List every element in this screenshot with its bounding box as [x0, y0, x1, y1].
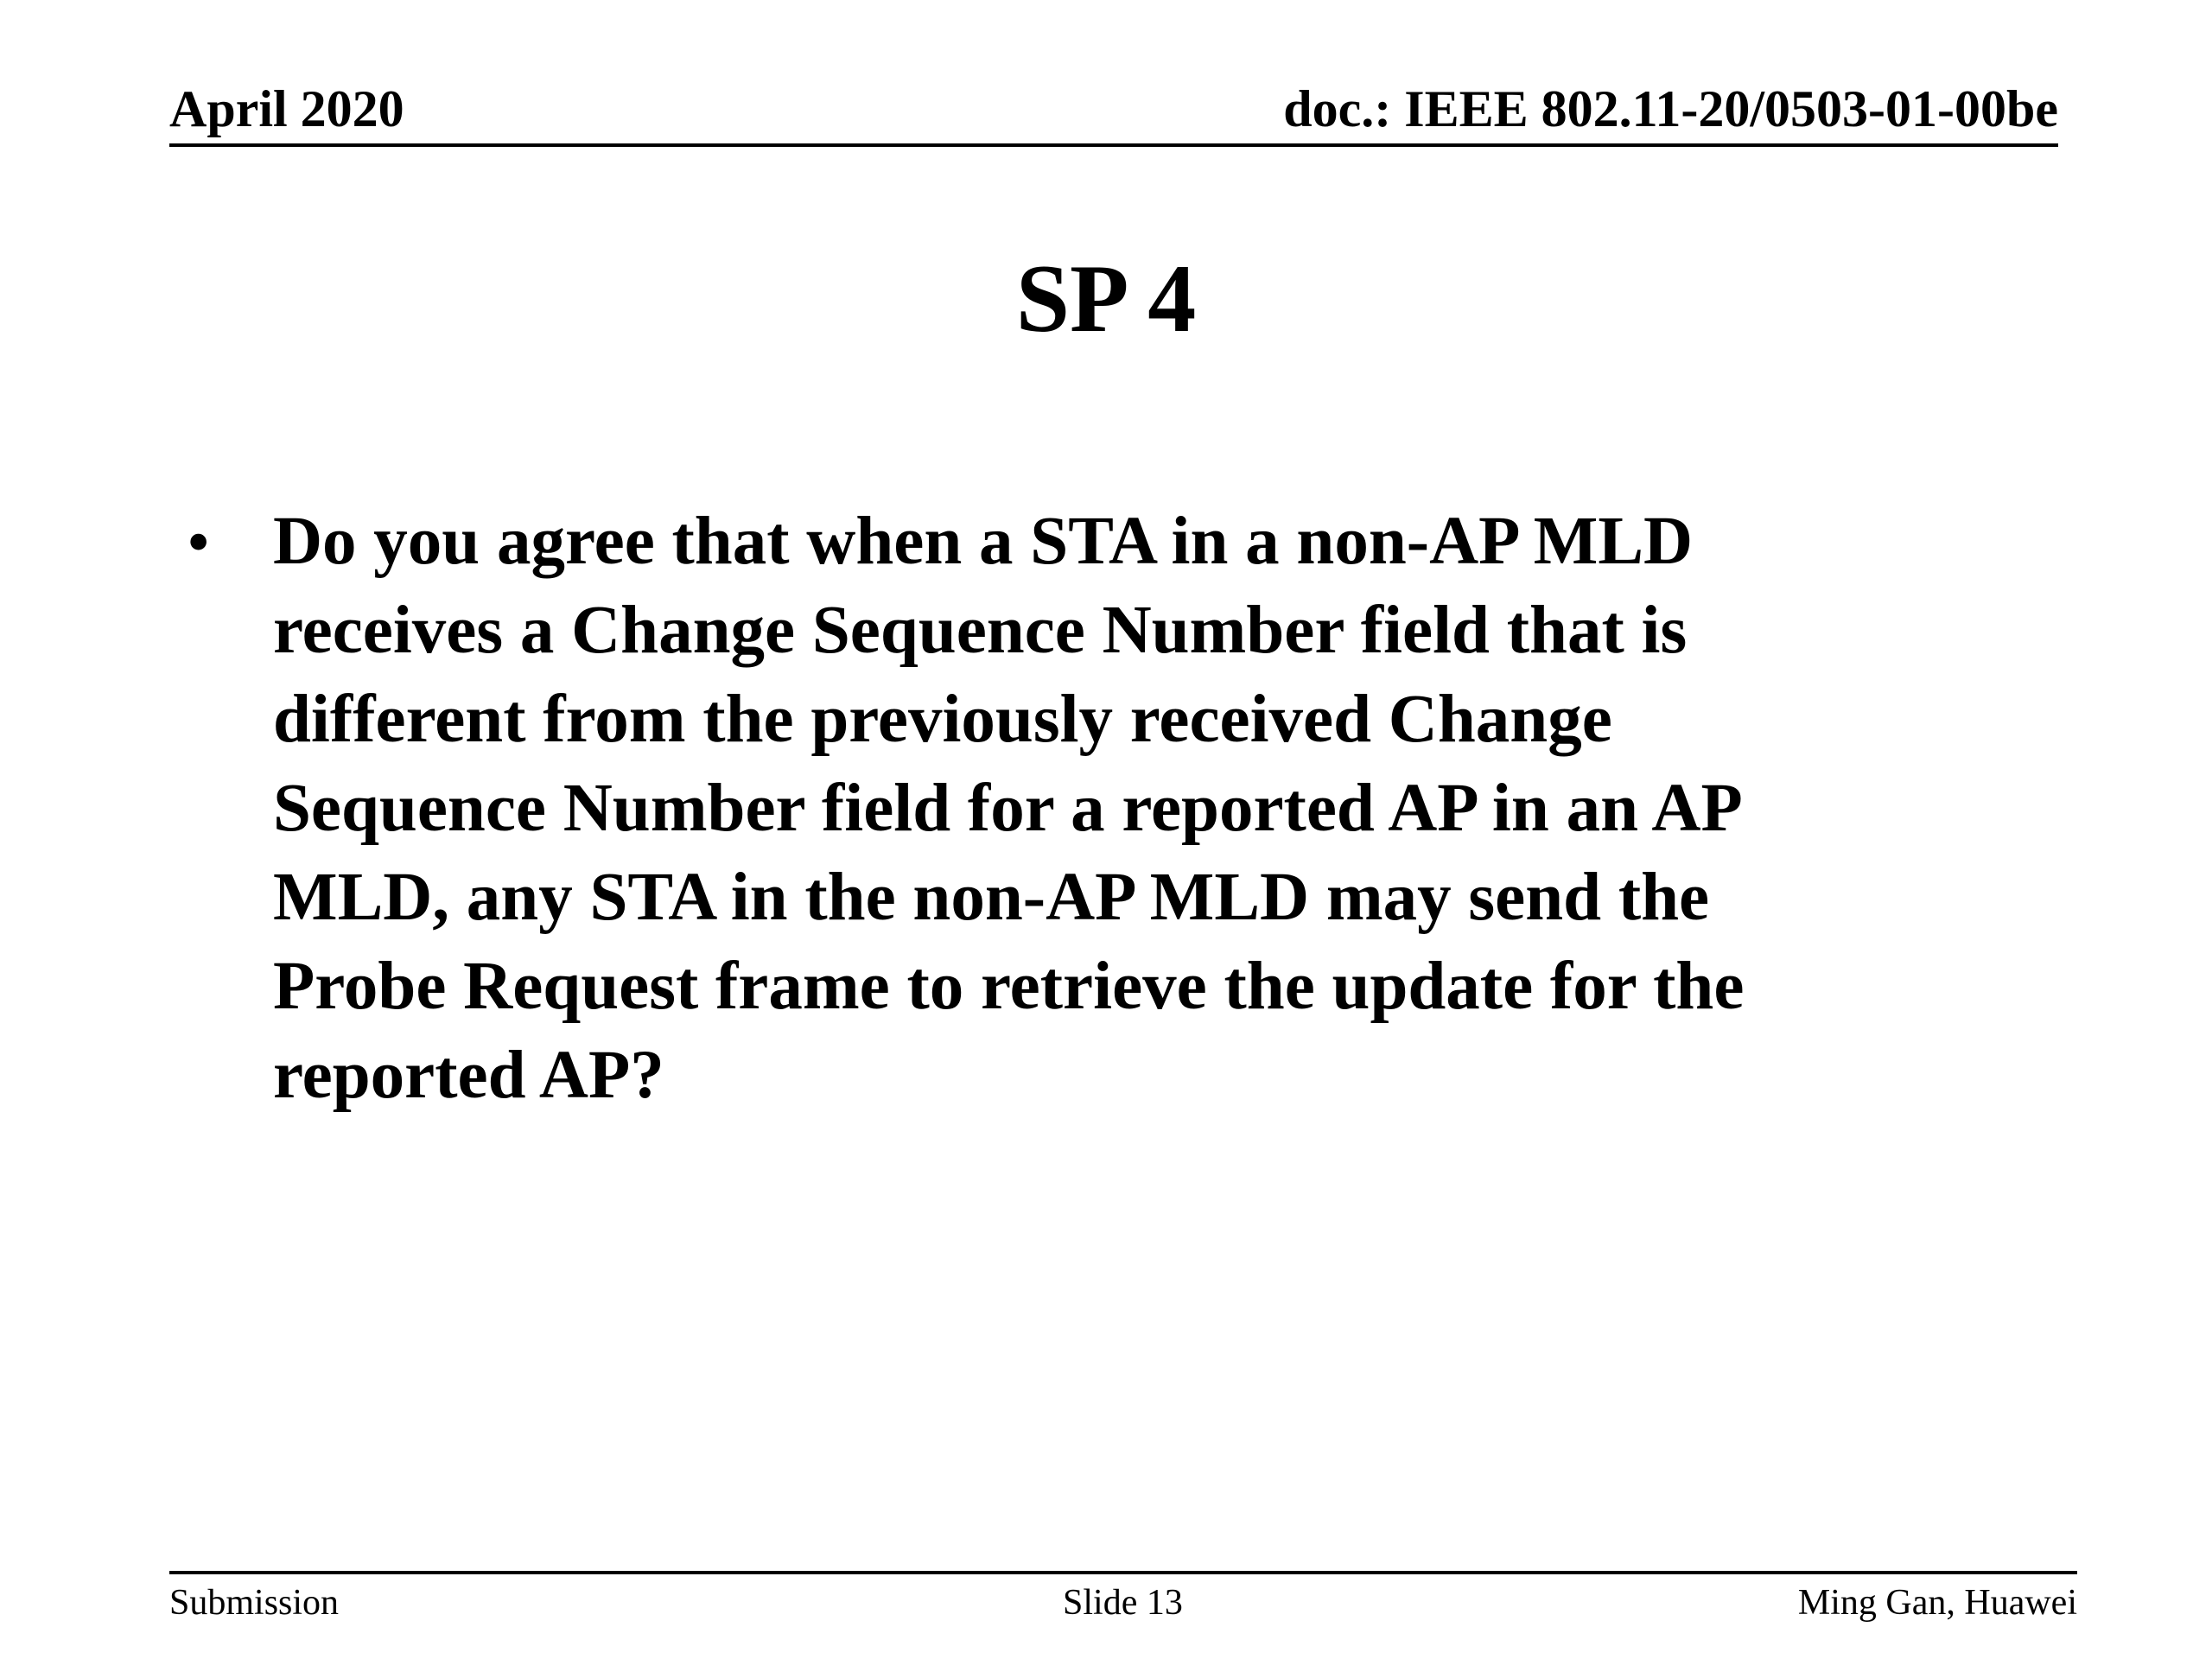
- bullet-list: [187, 497, 2088, 1120]
- footer-slide-number: Slide 13: [1063, 1583, 1183, 1623]
- slide-title: SP 4: [1015, 245, 1197, 353]
- bullet-item: [187, 497, 2088, 1120]
- header-divider: [169, 143, 2058, 147]
- footer-author: Ming Gan, Huawei: [1797, 1583, 2077, 1623]
- header-date: April 2020: [169, 80, 404, 137]
- footer-divider: [169, 1571, 2077, 1574]
- footer-submission: Submission: [169, 1583, 340, 1623]
- bullet-icon: •: [187, 504, 211, 579]
- header-doc-id: doc.: IEEE 802.11-20/0503-01-00be: [1283, 80, 2058, 137]
- bullet-text: Do you agree that when a STA in a non-AP MLD receives a Change Sequence Number field that is different from the previously received Change Sequence Number field for a reported AP in an AP MLD, any STA in the non-AP MLD may send the Probe Request frame to retrieve the update for the reported AP?: [273, 504, 1745, 1113]
